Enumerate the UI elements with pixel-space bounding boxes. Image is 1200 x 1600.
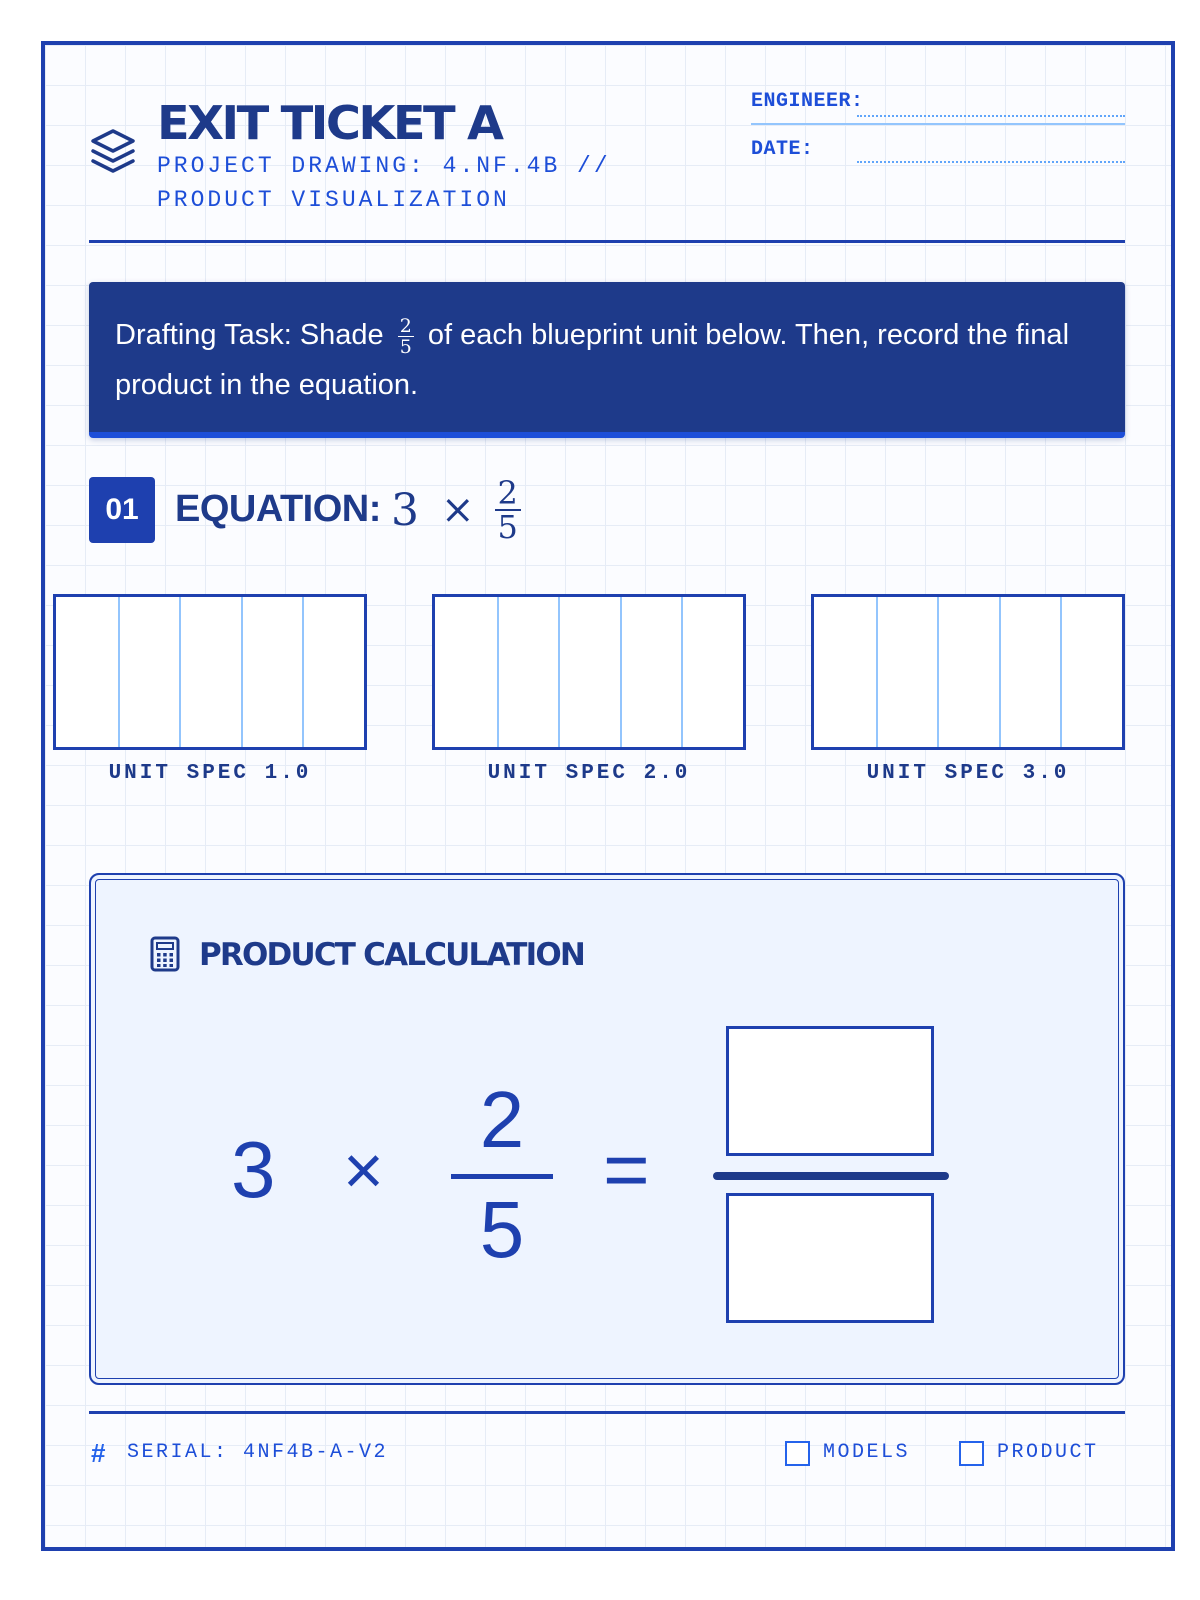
page-subtitle: PROJECT DRAWING: 4.NF.4B // PRODUCT VISUALIZATION <box>157 153 611 213</box>
equation-expression <box>391 474 521 546</box>
answer-fraction-bar <box>713 1172 949 1180</box>
engineer-underline <box>751 123 1125 125</box>
product-checkbox[interactable] <box>959 1441 984 1466</box>
date-label: DATE: <box>751 138 814 161</box>
models-checkbox[interactable] <box>785 1441 810 1466</box>
engineer-field[interactable] <box>857 115 1125 117</box>
calc-numerator: 2 <box>479 1075 525 1164</box>
unit-caption-1: UNIT SPEC 1.0 <box>108 762 312 785</box>
calc-whole: 3 <box>231 1125 276 1214</box>
date-field[interactable] <box>857 161 1125 163</box>
product-checkbox-label: PRODUCT <box>997 1441 1099 1464</box>
task-fraction <box>398 316 414 357</box>
models-checkbox-label: MODELS <box>823 1441 911 1464</box>
unit-partition-line <box>241 597 243 747</box>
calc-equals: = <box>603 1125 650 1214</box>
unit-partition-line <box>118 597 120 747</box>
unit-partition-line <box>937 597 939 747</box>
task-banner <box>89 282 1125 438</box>
equation-operator: × <box>441 487 475 533</box>
calc-operator: × <box>343 1131 384 1209</box>
header-divider <box>89 240 1125 243</box>
unit-caption-3: UNIT SPEC 3.0 <box>866 762 1070 785</box>
page-title: EXIT TICKET A <box>157 96 502 150</box>
task-prefix: Drafting Task: Shade <box>115 319 384 351</box>
unit-partition-line <box>681 597 683 747</box>
product-calculation-title: PRODUCT CALCULATION <box>199 937 585 973</box>
equation-label: EQUATION: <box>175 488 381 530</box>
unit-partition-line <box>302 597 304 747</box>
answer-numerator-box[interactable] <box>726 1026 934 1156</box>
section-number-badge: 01 <box>89 477 155 543</box>
task-suffix: of each blueprint unit below. Then, record the final product in the equation. <box>115 319 1070 401</box>
hash-icon: # <box>91 1438 106 1468</box>
answer-denominator-box[interactable] <box>726 1193 934 1323</box>
equation-numerator: 2 <box>495 477 521 511</box>
layers-icon <box>89 127 137 179</box>
calc-fraction-bar <box>451 1174 553 1179</box>
equation-fraction <box>495 474 521 546</box>
equation-whole: 3 <box>391 484 419 536</box>
exit-ticket-sheet <box>41 41 1175 1551</box>
unit-partition-line <box>620 597 622 747</box>
task-fraction-denominator: 5 <box>399 335 412 358</box>
engineer-label: ENGINEER: <box>751 90 864 113</box>
task-fraction-numerator: 2 <box>399 314 412 337</box>
unit-partition-line <box>558 597 560 747</box>
footer-divider <box>89 1411 1125 1414</box>
unit-partition-line <box>497 597 499 747</box>
serial-number: SERIAL: 4NF4B-A-V2 <box>127 1441 389 1464</box>
unit-partition-line <box>999 597 1001 747</box>
unit-box-3[interactable] <box>811 594 1125 750</box>
unit-partition-line <box>876 597 878 747</box>
calc-denominator: 5 <box>479 1185 525 1274</box>
unit-partition-line <box>1060 597 1062 747</box>
unit-caption-2: UNIT SPEC 2.0 <box>487 762 691 785</box>
unit-box-2[interactable] <box>432 594 746 750</box>
unit-box-1[interactable] <box>53 594 367 750</box>
unit-partition-line <box>179 597 181 747</box>
calculator-icon <box>149 936 181 972</box>
equation-denominator: 5 <box>497 508 518 546</box>
